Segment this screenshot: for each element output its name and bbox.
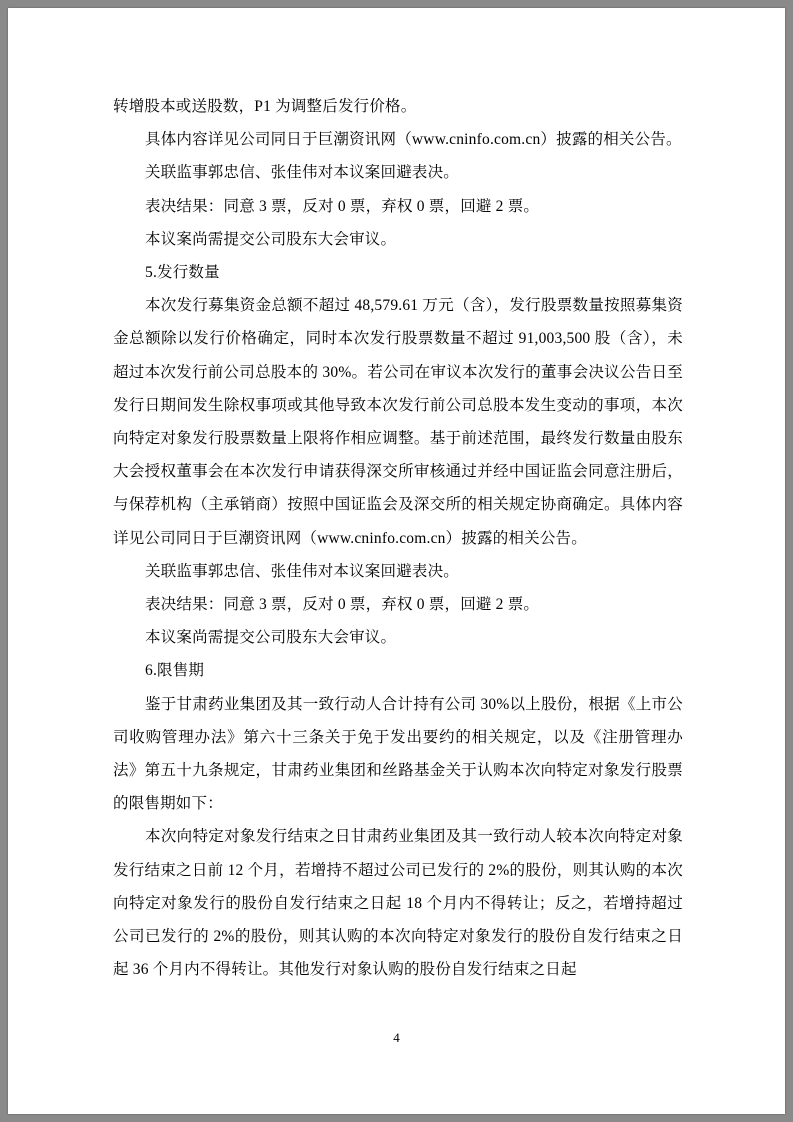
paragraph: 本议案尚需提交公司股东大会审议。: [145, 230, 397, 248]
paragraph: 本次发行募集资金总额不超过 48,579.61 万元（含），发行股票数量按照募集资金总额除以发行价格确定，同时本次发行股票数量不超过 91,003,500 股（含），未超过本次发行前公司总股本的 30%。若公司在审议本次发行的董事会决议公告日至发行日期间发生除权事项或其他导致本次发行前公司总股本发生变动的事项，本次向特定对象发行股票数量上限将作相应调整。基于前述范围，最终发行数量由股东大会授权董事会在本次发行申请获得深交所审核通过并经中国证监会同意注册后，与保荐机构（主承销商）按照中国证监会及深交所的相关规定协商确定。具体内容详见公司同日于巨潮资讯网（www.cninfo.com.cn）披露的相关公告。: [113, 297, 683, 547]
paragraph: 表决结果：同意 3 票，反对 0 票，弃权 0 票，回避 2 票。: [145, 197, 540, 215]
paragraph: 转增股本或送股数，P1 为调整后发行价格。: [113, 98, 417, 115]
document-body: [113, 90, 683, 986]
paragraph: 鉴于甘肃药业集团及其一致行动人合计持有公司 30%以上股份，根据《上市公司收购管理办法》第六十三条关于免于发出要约的相关规定，以及《注册管理办法》第五十九条规定，甘肃药业集团和丝路基金关于认购本次向特定对象发行股票的限售期如下：: [113, 695, 683, 813]
page-number: 4: [393, 1030, 400, 1045]
paragraph: 本议案尚需提交公司股东大会审议。: [145, 629, 397, 647]
section-heading: 6.限售期: [145, 662, 205, 680]
paragraph: 关联监事郭忠信、张佳伟对本议案回避表决。: [145, 562, 460, 580]
paragraph: 具体内容详见公司同日于巨潮资讯网（www.cninfo.com.cn）披露的相关公告。: [145, 131, 682, 149]
paragraph: 关联监事郭忠信、张佳伟对本议案回避表决。: [145, 164, 460, 182]
document-page: [8, 8, 785, 1114]
section-heading: 5.发行数量: [145, 264, 220, 282]
paragraph: 表决结果：同意 3 票，反对 0 票，弃权 0 票，回避 2 票。: [145, 596, 540, 614]
paragraph: 本次向特定对象发行结束之日甘肃药业集团及其一致行动人较本次向特定对象发行结束之日前 12 个月，若增持不超过公司已发行的 2%的股份，则其认购的本次向特定对象发行的股份自发行结束之日起 18 个月内不得转让；反之，若增持超过公司已发行的 2%的股份，则其认购的本次向特定对象发行的股份自发行结束之日起 36 个月内不得转让。其他发行对象认购的股份自发行结束之日起: [113, 828, 683, 979]
